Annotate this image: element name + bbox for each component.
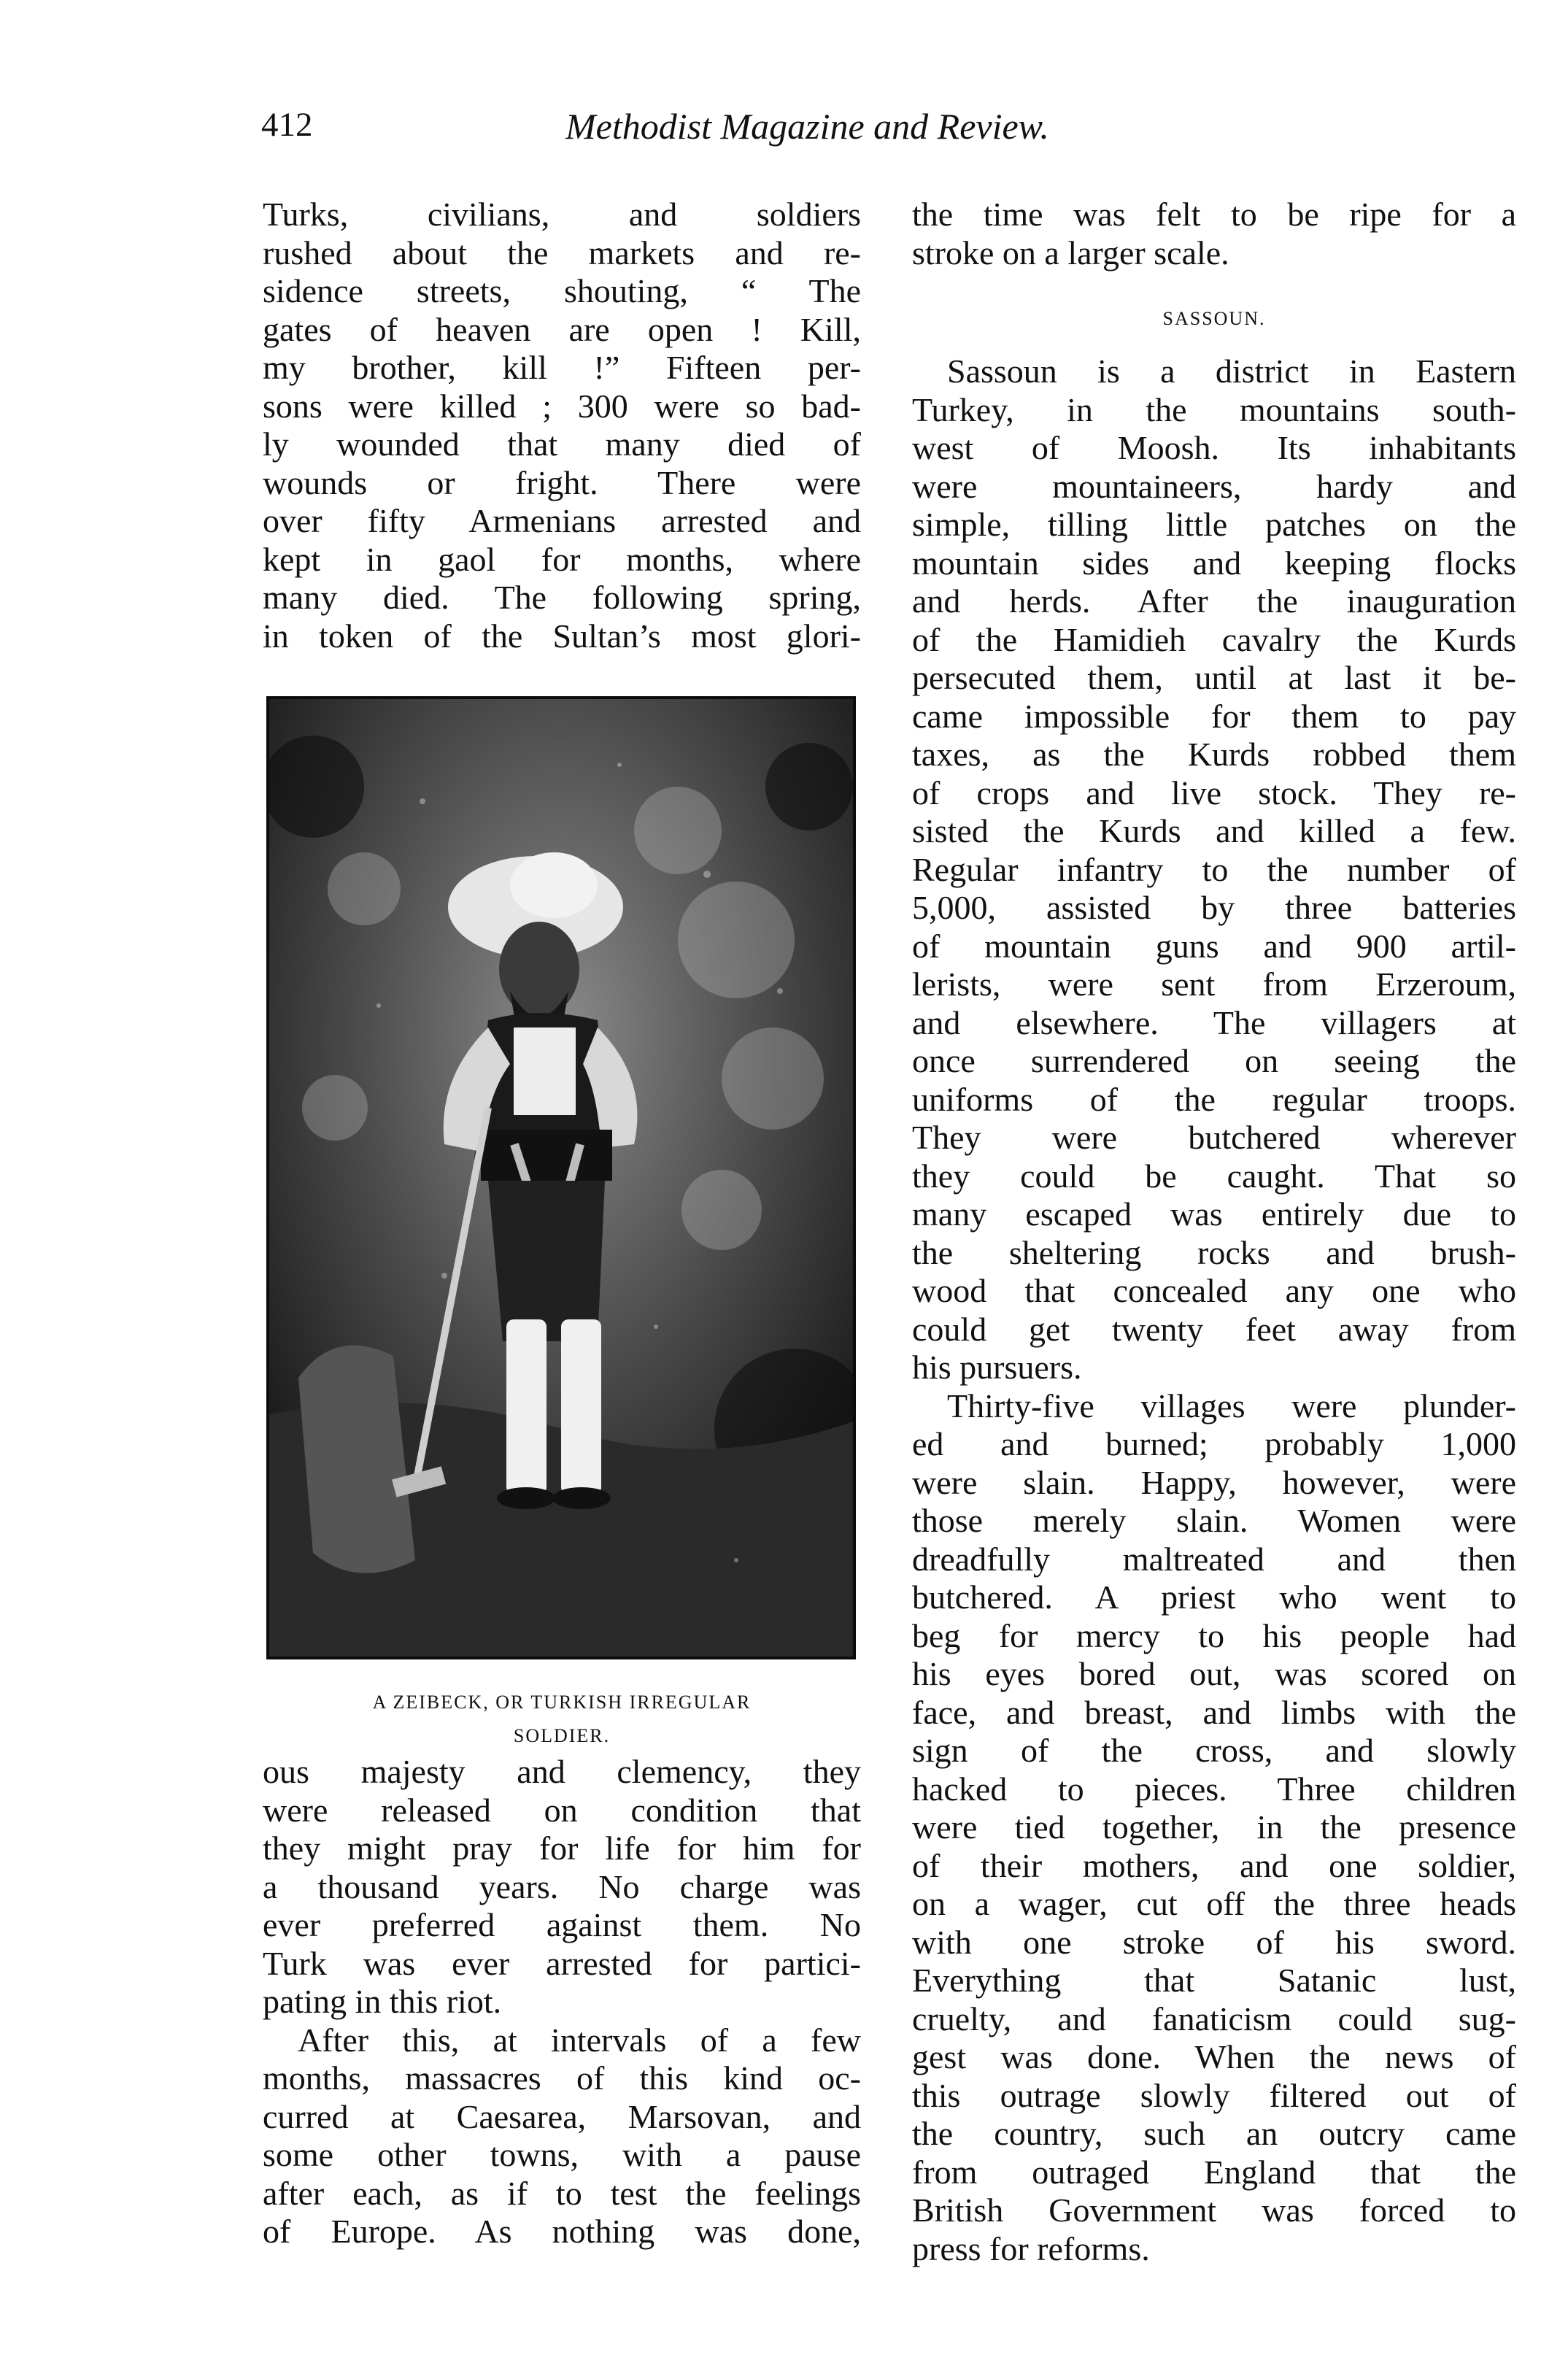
text-line: dreadfully maltreated and then xyxy=(912,1540,1516,1578)
text-line: were tied together, in the presence xyxy=(912,1808,1516,1846)
text-line: of crops and live stock. They re- xyxy=(912,774,1516,811)
text-line: sisted the Kurds and killed a few. xyxy=(912,812,1516,849)
text-line: ever preferred against them. No xyxy=(263,1906,861,1943)
text-line: British Government was forced to xyxy=(912,2191,1516,2229)
text-line: they could be caught. That so xyxy=(912,1157,1516,1195)
text-line: Turks, civilians, and soldiers xyxy=(263,196,861,233)
text-line: many died. The following spring, xyxy=(263,579,861,616)
text-line: stroke on a larger scale. xyxy=(912,234,1229,271)
text-line: were slain. Happy, however, were xyxy=(912,1463,1516,1501)
text-line: the time was felt to be ripe for a xyxy=(912,196,1516,233)
text-line: Turk was ever arrested for partici- xyxy=(263,1944,861,1982)
text-line: of Europe. As nothing was done, xyxy=(263,2213,861,2250)
text-line: persecuted them, until at last it be- xyxy=(912,659,1516,696)
text-line: uniforms of the regular troops. xyxy=(912,1080,1516,1118)
text-line: They were butchered wherever xyxy=(912,1119,1516,1156)
text-line: of their mothers, and one soldier, xyxy=(912,1846,1516,1884)
section-heading: SASSOUN. xyxy=(1162,308,1266,329)
figure-caption xyxy=(263,1686,861,1753)
text-line: his pursuers. xyxy=(912,1349,1082,1386)
text-line: from outraged England that the xyxy=(912,2153,1516,2191)
text-line: they might pray for life for him for xyxy=(263,1829,861,1867)
text-line: 5,000, assisted by three batteries xyxy=(912,889,1516,926)
text-line: lerists, were sent from Erzeroum, xyxy=(912,965,1516,1003)
text-line: wounds or fright. There were xyxy=(263,463,861,501)
text-line: were mountaineers, hardy and xyxy=(912,467,1516,505)
text-line: sign of the cross, and slowly xyxy=(912,1732,1516,1769)
text-line: on a wager, cut off the three heads xyxy=(912,1885,1516,1922)
text-line: those merely slain. Women were xyxy=(912,1502,1516,1539)
text-line: Sassoun is a district in Eastern xyxy=(947,352,1516,390)
text-line: my brother, kill !” Fifteen per- xyxy=(263,349,861,386)
text-line: of mountain guns and 900 artil- xyxy=(912,927,1516,965)
text-line: months, massacres of this kind oc- xyxy=(263,2059,861,2097)
text-line: and elsewhere. The villagers at xyxy=(912,1003,1516,1041)
text-line: some other towns, with a pause xyxy=(263,2136,861,2173)
text-line: once surrendered on seeing the xyxy=(912,1042,1516,1079)
text-line: west of Moosh. Its inhabitants xyxy=(912,429,1516,466)
text-line: the sheltering rocks and brush- xyxy=(912,1233,1516,1271)
text-line: gates of heaven are open ! Kill, xyxy=(263,310,861,348)
text-line: after each, as if to test the feelings xyxy=(263,2174,861,2212)
text-line: pating in this riot. xyxy=(263,1983,502,2020)
text-line: gest was done. When the news of xyxy=(912,2038,1516,2075)
text-line: Regular infantry to the number of xyxy=(912,850,1516,888)
text-line: over fifty Armenians arrested and xyxy=(263,502,861,539)
text-line: the country, such an outcry came xyxy=(912,2115,1516,2152)
text-line: ly wounded that many died of xyxy=(263,425,861,463)
text-line: curred at Caesarea, Marsovan, and xyxy=(263,2097,861,2135)
text-line: rushed about the markets and re- xyxy=(263,234,861,271)
right-column-intro xyxy=(912,196,1516,272)
text-line: ous majesty and clemency, they xyxy=(263,1753,861,1790)
text-line: hacked to pieces. Three children xyxy=(912,1770,1516,1808)
text-line: face, and breast, and limbs with the xyxy=(912,1693,1516,1731)
text-line: in token of the Sultan’s most glori- xyxy=(263,617,861,655)
text-line: Turkey, in the mountains south- xyxy=(912,390,1516,428)
text-line: and herds. After the inauguration xyxy=(912,582,1516,620)
left-column-top-text xyxy=(263,196,861,655)
text-line: sidence streets, shouting, “ The xyxy=(263,272,861,309)
text-line: many escaped was entirely due to xyxy=(912,1195,1516,1233)
figure-caption-line: SOLDIER. xyxy=(513,1725,611,1746)
text-line: came impossible for them to pay xyxy=(912,697,1516,735)
right-column-body-text xyxy=(912,352,1516,2268)
text-line: were released on condition that xyxy=(263,1791,861,1829)
text-line: Thirty-five villages were plunder- xyxy=(947,1387,1516,1424)
text-line: could get twenty feet away from xyxy=(912,1310,1516,1348)
text-line: Everything that Satanic lust, xyxy=(912,1962,1516,1999)
text-line: beg for mercy to his people had xyxy=(912,1616,1516,1654)
soldier-photograph xyxy=(266,696,856,1659)
text-line: sons were killed ; 300 were so bad- xyxy=(263,387,861,425)
text-line: cruelty, and fanaticism could sug- xyxy=(912,2000,1516,2037)
text-line: simple, tilling little patches on the xyxy=(912,506,1516,543)
text-line: wood that concealed any one who xyxy=(912,1272,1516,1309)
text-line: with one stroke of his sword. xyxy=(912,1923,1516,1961)
text-line: this outrage slowly filtered out of xyxy=(912,2076,1516,2114)
soldier-illustration xyxy=(269,699,853,1657)
page-number: 412 xyxy=(261,106,313,144)
text-line: ed and burned; probably 1,000 xyxy=(912,1425,1516,1462)
figure-caption-line: A ZEIBECK, OR TURKISH IRREGULAR xyxy=(372,1692,752,1713)
text-line: After this, at intervals of a few xyxy=(298,2021,861,2059)
text-line: kept in gaol for months, where xyxy=(263,540,861,578)
text-line: butchered. A priest who went to xyxy=(912,1578,1516,1616)
left-column-bottom-text xyxy=(263,1753,861,2251)
text-line: his eyes bored out, was scored on xyxy=(912,1655,1516,1692)
text-line: taxes, as the Kurds robbed them xyxy=(912,736,1516,773)
text-line: a thousand years. No charge was xyxy=(263,1867,861,1905)
text-line: of the Hamidieh cavalry the Kurds xyxy=(912,620,1516,658)
running-title: Methodist Magazine and Review. xyxy=(565,106,1049,147)
text-line: mountain sides and keeping flocks xyxy=(912,544,1516,582)
text-line: press for reforms. xyxy=(912,2229,1150,2267)
